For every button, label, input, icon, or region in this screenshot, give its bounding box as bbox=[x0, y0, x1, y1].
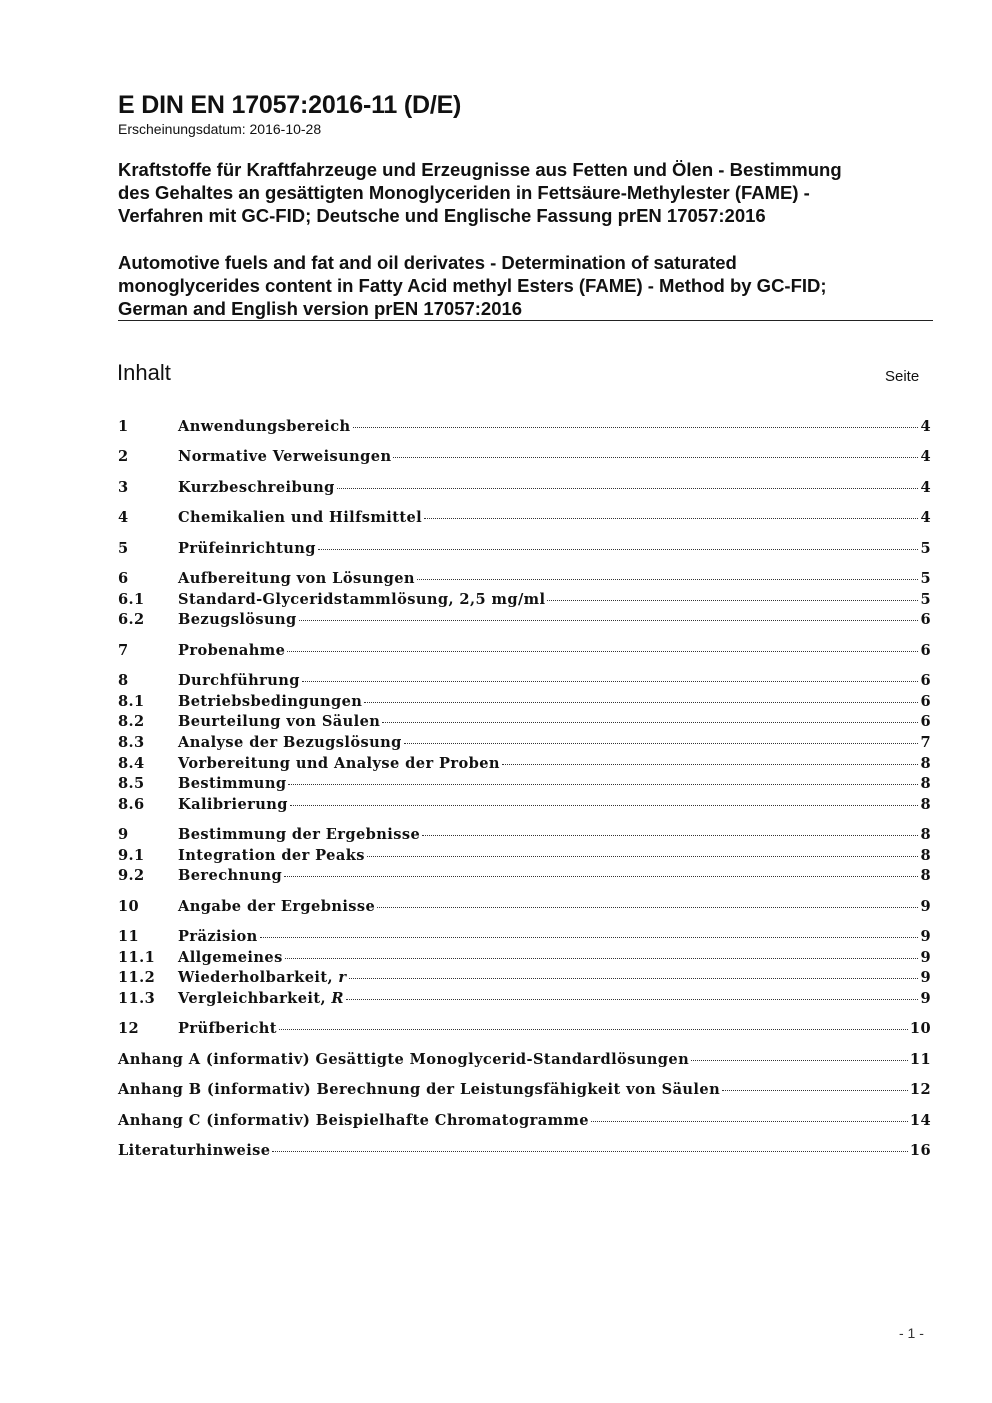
toc-leader-dots bbox=[367, 855, 919, 857]
toc-entry[interactable] bbox=[118, 867, 931, 887]
toc-entry-page: 9 bbox=[920, 969, 931, 986]
toc-page-column-label: Seite bbox=[885, 368, 920, 385]
toc-entry[interactable] bbox=[118, 448, 931, 468]
toc-leader-dots bbox=[288, 783, 918, 785]
toc-entry-page: 12 bbox=[909, 1081, 931, 1098]
toc-entry-page: 8 bbox=[920, 775, 931, 792]
toc-entry-label: Prüfbericht bbox=[178, 1020, 277, 1037]
toc-entry[interactable] bbox=[118, 928, 931, 948]
toc-entry[interactable] bbox=[118, 969, 931, 989]
toc-entry-number: 11 bbox=[118, 928, 140, 945]
toc-entry-page: 6 bbox=[920, 713, 931, 730]
toc-entry[interactable] bbox=[118, 591, 931, 611]
page-number: - 1 - bbox=[899, 1325, 924, 1341]
toc-leader-dots bbox=[353, 426, 919, 428]
title-divider bbox=[118, 320, 933, 321]
toc-entry[interactable] bbox=[118, 1112, 931, 1132]
toc-leader-dots bbox=[346, 998, 918, 1000]
toc-entry-number: 3 bbox=[118, 479, 129, 496]
toc-leader-dots bbox=[422, 834, 918, 836]
toc-entry-page: 11 bbox=[909, 1051, 931, 1068]
toc-entry-label: Betriebsbedingungen bbox=[178, 693, 363, 710]
toc-entry-number: 11.2 bbox=[118, 969, 156, 986]
toc-leader-dots bbox=[318, 548, 919, 550]
toc-entry-label: Bezugslösung bbox=[178, 611, 297, 628]
toc-entry[interactable] bbox=[118, 418, 931, 438]
toc-leader-dots bbox=[302, 680, 919, 682]
toc-entry-page: 4 bbox=[920, 418, 931, 435]
toc-entry-label: Durchführung bbox=[178, 672, 300, 689]
toc-entry-number: 2 bbox=[118, 448, 129, 465]
toc-entry-page: 7 bbox=[920, 734, 931, 751]
toc-entry-label: Kalibrierung bbox=[178, 796, 288, 813]
toc-entry-page: 14 bbox=[909, 1112, 931, 1129]
toc-entry[interactable] bbox=[118, 1020, 931, 1040]
title-german-line: Kraftstoffe für Kraftfahrzeuge und Erzeugnisse aus Fetten und Ölen - Bestimmung bbox=[118, 159, 842, 180]
toc-entry[interactable] bbox=[118, 949, 931, 969]
toc-entry-label: Integration der Peaks bbox=[178, 847, 365, 864]
toc-entry-label: Probenahme bbox=[178, 642, 286, 659]
toc-entry-label: Anwendungsbereich bbox=[178, 418, 351, 435]
toc-entry-number: 11.1 bbox=[118, 949, 156, 966]
toc-entry-number: 12 bbox=[118, 1020, 140, 1037]
toc-entry-variable: r bbox=[338, 969, 347, 986]
toc-entry-label: Kurzbeschreibung bbox=[178, 479, 335, 496]
toc-entry-page: 10 bbox=[909, 1020, 931, 1037]
toc-entry[interactable] bbox=[118, 611, 931, 631]
toc-entry-label: Prüfeinrichtung bbox=[178, 540, 316, 557]
toc-entry[interactable] bbox=[118, 755, 931, 775]
toc-entry-label: Wiederholbarkeit, r bbox=[178, 969, 347, 986]
toc-entry-label: Vorbereitung und Analyse der Proben bbox=[178, 755, 500, 772]
toc-entry-label: Aufbereitung von Lösungen bbox=[178, 570, 415, 587]
toc-entry-label: Literaturhinweise bbox=[118, 1142, 271, 1159]
toc-entry-number: 9.2 bbox=[118, 867, 145, 884]
toc-leader-dots bbox=[691, 1059, 908, 1061]
toc-entry-page: 16 bbox=[909, 1142, 931, 1159]
toc-entry-page: 8 bbox=[920, 796, 931, 813]
toc-entry[interactable] bbox=[118, 796, 931, 816]
title-english-line: German and English version prEN 17057:2016 bbox=[118, 298, 523, 319]
toc-leader-dots bbox=[424, 517, 918, 519]
toc-entry[interactable] bbox=[118, 570, 931, 590]
toc-leader-dots bbox=[349, 977, 919, 979]
toc-leader-dots bbox=[290, 804, 919, 806]
toc-leader-dots bbox=[364, 701, 918, 703]
toc-entry-number: 8.6 bbox=[118, 796, 145, 813]
title-german bbox=[118, 158, 918, 227]
toc-entry-page: 5 bbox=[920, 591, 931, 608]
toc-entry-page: 4 bbox=[920, 448, 931, 465]
toc-entry-label: Anhang A (informativ) Gesättigte Monoglycerid-Standardlösungen bbox=[118, 1051, 690, 1068]
toc-entry-number: 9 bbox=[118, 826, 129, 843]
toc-entry-page: 6 bbox=[920, 693, 931, 710]
toc-entry-variable: R bbox=[331, 990, 344, 1007]
toc-leader-dots bbox=[279, 1028, 908, 1030]
toc-entry-label: Chemikalien und Hilfsmittel bbox=[178, 509, 423, 526]
toc-entry-label: Standard-Glyceridstammlösung, 2,5 mg/ml bbox=[178, 591, 546, 608]
toc-entry-label: Anhang B (informativ) Berechnung der Leistungsfähigkeit von Säulen bbox=[118, 1081, 721, 1098]
toc-entry[interactable] bbox=[118, 540, 931, 560]
toc-entry[interactable] bbox=[118, 826, 931, 846]
toc-entry-number: 6 bbox=[118, 570, 129, 587]
toc-entry[interactable] bbox=[118, 775, 931, 795]
toc-entry-number: 8.4 bbox=[118, 755, 145, 772]
title-german-line: des Gehaltes an gesättigten Monoglyceriden in Fettsäure-Methylester (FAME) - bbox=[118, 182, 810, 203]
toc-leader-dots bbox=[417, 578, 919, 580]
toc-leader-dots bbox=[591, 1120, 908, 1122]
toc-entry-label: Bestimmung bbox=[178, 775, 287, 792]
toc-entry-page: 9 bbox=[920, 990, 931, 1007]
toc-entry-number: 8 bbox=[118, 672, 129, 689]
toc-entry-page: 8 bbox=[920, 847, 931, 864]
toc-entry[interactable] bbox=[118, 642, 931, 662]
toc-entry-number: 1 bbox=[118, 418, 129, 435]
title-english-line: monoglycerides content in Fatty Acid methyl Esters (FAME) - Method by GC-FID; bbox=[118, 275, 827, 296]
toc-leader-dots bbox=[272, 1150, 907, 1152]
toc-entry-page: 8 bbox=[920, 755, 931, 772]
toc-leader-dots bbox=[299, 619, 919, 621]
toc-leader-dots bbox=[337, 487, 919, 489]
issue-date: Erscheinungsdatum: 2016-10-28 bbox=[118, 121, 322, 137]
toc-entry[interactable] bbox=[118, 1051, 931, 1071]
toc-entry-page: 6 bbox=[920, 642, 931, 659]
toc-entry-page: 5 bbox=[920, 540, 931, 557]
toc-entry-number: 5 bbox=[118, 540, 129, 557]
toc-entry-page: 6 bbox=[920, 611, 931, 628]
document-title: E DIN EN 17057:2016-11 (D/E) bbox=[118, 91, 462, 119]
toc-leader-dots bbox=[722, 1089, 908, 1091]
toc-entry[interactable] bbox=[118, 898, 931, 918]
toc-entry-page: 9 bbox=[920, 898, 931, 915]
toc-entry-label: Bestimmung der Ergebnisse bbox=[178, 826, 421, 843]
toc-entry-label: Präzision bbox=[178, 928, 258, 945]
title-english-line: Automotive fuels and fat and oil derivates - Determination of saturated bbox=[118, 252, 737, 273]
toc-leader-dots bbox=[287, 650, 918, 652]
toc-leader-dots bbox=[404, 742, 919, 744]
toc-leader-dots bbox=[382, 721, 918, 723]
toc-entry-label: Allgemeines bbox=[178, 949, 283, 966]
toc-entry[interactable] bbox=[118, 479, 931, 499]
toc-entry-page: 8 bbox=[920, 826, 931, 843]
toc-entry-page: 8 bbox=[920, 867, 931, 884]
toc-entry[interactable] bbox=[118, 990, 931, 1010]
toc-entry-page: 5 bbox=[920, 570, 931, 587]
toc-entry[interactable] bbox=[118, 693, 931, 713]
toc-entry[interactable] bbox=[118, 713, 931, 733]
toc-leader-dots bbox=[285, 957, 919, 959]
toc-leader-dots bbox=[502, 763, 919, 765]
toc-entry-page: 4 bbox=[920, 509, 931, 526]
toc-entry-label: Anhang C (informativ) Beispielhafte Chromatogramme bbox=[118, 1112, 589, 1129]
toc-entry-page: 4 bbox=[920, 479, 931, 496]
toc-entry-number: 10 bbox=[118, 898, 140, 915]
toc-entry-number: 8.1 bbox=[118, 693, 145, 710]
toc-entry-number: 8.5 bbox=[118, 775, 145, 792]
toc-entry-label: Vergleichbarkeit, R bbox=[178, 990, 344, 1007]
toc-entry-label: Analyse der Bezugslösung bbox=[178, 734, 402, 751]
toc-entry[interactable] bbox=[118, 509, 931, 529]
toc-entry[interactable] bbox=[118, 672, 931, 692]
toc-entry-label: Angabe der Ergebnisse bbox=[178, 898, 376, 915]
toc-leader-dots bbox=[260, 936, 919, 938]
title-german-line: Verfahren mit GC-FID; Deutsche und Englische Fassung prEN 17057:2016 bbox=[118, 205, 766, 226]
toc-heading: Inhalt bbox=[117, 360, 171, 385]
toc-entry[interactable] bbox=[118, 847, 931, 867]
toc-entry-page: 6 bbox=[920, 672, 931, 689]
title-english bbox=[118, 251, 918, 320]
toc-entry-number: 6.2 bbox=[118, 611, 145, 628]
toc-entry-number: 6.1 bbox=[118, 591, 145, 608]
toc-entry[interactable] bbox=[118, 734, 931, 754]
toc-entry-page: 9 bbox=[920, 949, 931, 966]
toc-leader-dots bbox=[284, 875, 918, 877]
toc-entry-number: 11.3 bbox=[118, 990, 156, 1007]
toc-entry-label: Beurteilung von Säulen bbox=[178, 713, 381, 730]
toc-leader-dots bbox=[547, 599, 918, 601]
toc-entry-label: Berechnung bbox=[178, 867, 283, 884]
toc-entry-number: 4 bbox=[118, 509, 129, 526]
toc-entry-number: 8.3 bbox=[118, 734, 145, 751]
toc-leader-dots bbox=[377, 906, 918, 908]
toc-entry-page: 9 bbox=[920, 928, 931, 945]
toc-entry-label: Normative Verweisungen bbox=[178, 448, 392, 465]
toc-leader-dots bbox=[393, 456, 918, 458]
toc-entry-number: 9.1 bbox=[118, 847, 145, 864]
toc-entry-number: 7 bbox=[118, 642, 129, 659]
toc-entry[interactable] bbox=[118, 1142, 931, 1162]
toc-entry-number: 8.2 bbox=[118, 713, 145, 730]
toc-entry[interactable] bbox=[118, 1081, 931, 1101]
